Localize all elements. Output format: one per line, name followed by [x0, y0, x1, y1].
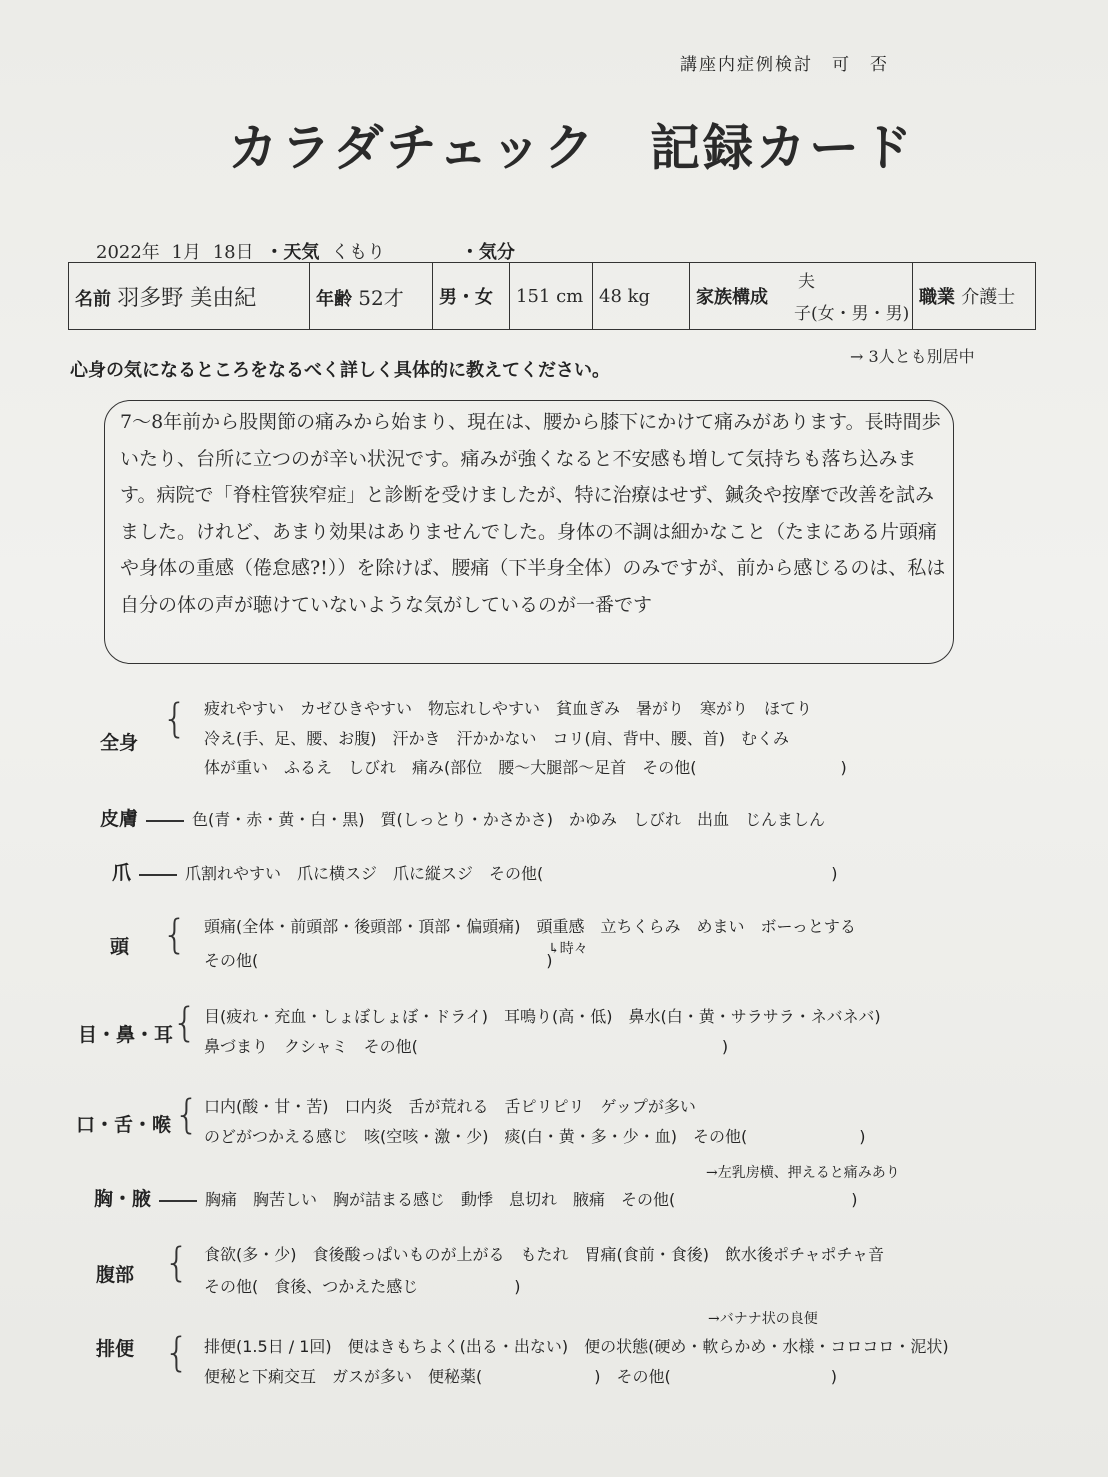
weather-label: ・天気	[265, 242, 320, 263]
age-value: 52才	[358, 285, 404, 310]
brace-icon: {	[162, 696, 188, 742]
family-children: 子(女・男・男)	[794, 304, 910, 324]
atama-line2: その他( )	[204, 951, 553, 970]
family-label: 家族構成	[696, 287, 768, 308]
section-haiben-label: 排便	[96, 1338, 135, 1360]
section-hifu	[100, 804, 825, 831]
brace-icon: {	[164, 1330, 190, 1376]
haiben-line1: 排便(1.5日 / 1回) 便はきもちよく(出る・出ない) 便の状態(硬め・軟らかめ・水様・コロコロ・泥状)	[204, 1337, 949, 1356]
haiben-line2: 便秘と下痢交互 ガスが多い 便秘薬( ) その他( )	[204, 1367, 837, 1386]
tsume-line1: 爪割れやすい 爪に横スジ 爪に縦スジ その他( )	[185, 864, 838, 883]
job-label: 職業	[919, 287, 955, 308]
weight-value: 48 kg	[599, 285, 651, 307]
section-tsume-label: 爪	[112, 862, 132, 884]
kuchi-line1: 口内(酸・甘・苦) 口内炎 舌が荒れる 舌ピリピリ ゲップが多い	[204, 1097, 696, 1116]
free-text-prompt: 心身の気になるところをなるべく詳しく具体的に教えてください。	[70, 360, 610, 381]
dash-line	[146, 820, 184, 822]
free-text-content: 7〜8年前から股関節の痛みから始まり、現在は、腰から膝下にかけて痛みがあります。長時間歩いたり、台所に立つのが辛い状況です。痛みが強くなると不安感も増して気持ちも落ち込みます。病院で「脊柱管狭窄症」と診断を受けましたが、特に治療はせず、鍼灸や按摩で改善を試みました。けれど、あまり効果はありませんでした。身体の不調は細かなこと（たまにある片頭痛や身体の重感（倦怠感?!））を除けば、腰痛（下半身全体）のみですが、前から感じるのは、私は自分の体の声が聴けていないような気がしているのが一番です	[120, 411, 946, 616]
name-value: 羽多野 美由紀	[117, 285, 257, 311]
section-zenshin-label: 全身	[100, 732, 139, 754]
brace-icon: {	[162, 912, 188, 958]
date-month: 1月	[171, 242, 201, 263]
height-value: 151 cm	[516, 285, 584, 307]
patient-info-table	[68, 262, 1036, 330]
job-value: 介護士	[961, 287, 1016, 308]
me-line2: 鼻づまり クシャミ その他( )	[204, 1037, 729, 1056]
family-spouse: 夫	[798, 272, 815, 292]
age-label: 年齢	[316, 288, 352, 310]
dash-line	[139, 874, 177, 876]
date-year: 2022年	[96, 242, 160, 263]
me-line1: 目(疲れ・充血・しょぼしょぼ・ドライ) 耳鳴り(高・低) 鼻水(白・黄・サラサラ・ネバネバ)	[204, 1007, 881, 1026]
dash-line	[159, 1200, 197, 1202]
section-tsume	[112, 858, 838, 885]
fukubu-line2: その他( 食後、つかえた感じ )	[204, 1277, 521, 1296]
sex-field: 男・女	[439, 287, 493, 308]
zenshin-line3: 体が重い ふるえ しびれ 痛み(部位 腰〜大腿部〜足首 その他( )	[204, 758, 847, 777]
section-me-label: 目・鼻・耳	[78, 1024, 174, 1046]
date-day: 18日	[212, 242, 254, 263]
atama-line1: 頭痛(全体・前頭部・後頭部・頂部・偏頭痛) 頭重感 立ちくらみ めまい ボーっとする	[204, 917, 856, 936]
brace-icon: {	[172, 1000, 198, 1046]
haiben-note: →バナナ状の良便	[708, 1311, 818, 1327]
hifu-line1: 色(青・赤・黄・白・黒) 質(しっとり・かさかさ) かゆみ しびれ 出血 じんましん	[192, 810, 825, 829]
zenshin-line2: 冷え(手、足、腰、お腹) 汗かき 汗かかない コリ(肩、背中、腰、首) むくみ	[204, 729, 789, 748]
section-hifu-label: 皮膚	[100, 808, 139, 830]
date-line	[96, 238, 521, 264]
brace-icon: {	[174, 1092, 200, 1138]
section-kuchi-label: 口・舌・喉	[76, 1114, 172, 1136]
family-note: → 3人とも別居中	[850, 347, 975, 366]
brace-icon: {	[164, 1240, 190, 1286]
header-note: 講座内症例検討 可 否	[680, 55, 889, 75]
zenshin-line1: 疲れやすい カゼひきやすい 物忘れしやすい 貧血ぎみ 暑がり 寒がり ほてり	[204, 699, 813, 718]
fukubu-line1: 食欲(多・少) 食後酸っぱいものが上がる もたれ 胃痛(食前・食後) 飲水後ポチャポチャ音	[204, 1245, 885, 1264]
atama-note: ↳時々	[548, 941, 588, 957]
section-mune-label: 胸・腋	[94, 1188, 152, 1210]
section-fukubu-label: 腹部	[96, 1264, 135, 1286]
mood-label: ・気分	[460, 242, 515, 263]
name-label: 名前	[75, 288, 111, 310]
section-mune	[94, 1184, 858, 1211]
kuchi-line2: のどがつかえる感じ 咳(空咳・激・少) 痰(白・黄・多・少・血) その他( )	[204, 1127, 866, 1146]
page-title: カラダチェック 記録カード	[228, 119, 915, 177]
mune-note: →左乳房横、押えると痛みあり	[706, 1165, 900, 1181]
section-atama-label: 頭	[110, 936, 130, 958]
weather-value: くもり	[331, 242, 386, 263]
mune-line1: 胸痛 胸苦しい 胸が詰まる感じ 動悸 息切れ 腋痛 その他( )	[205, 1190, 858, 1209]
